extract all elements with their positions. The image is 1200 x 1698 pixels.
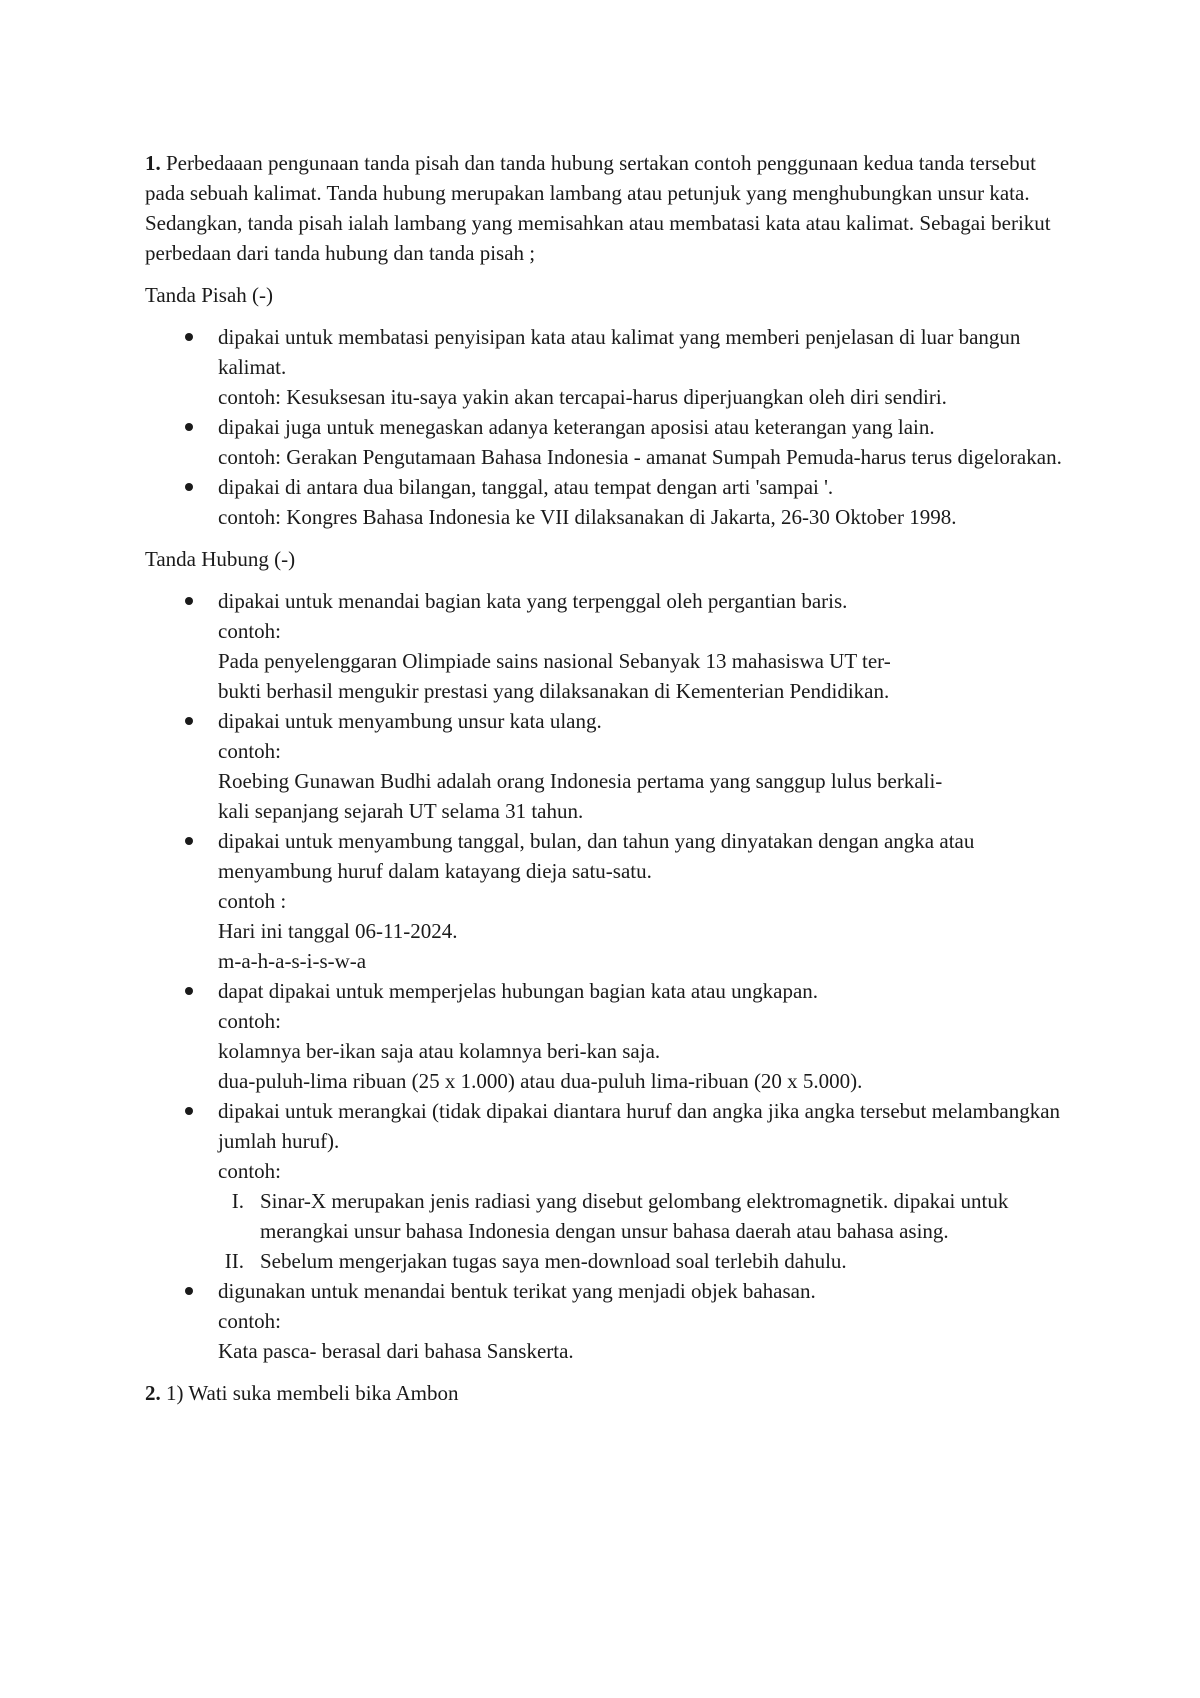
contoh-label: contoh: (218, 1009, 281, 1033)
contoh-label: contoh: (218, 619, 281, 643)
tanda-pisah-heading: Tanda Pisah (-) (145, 283, 273, 307)
contoh-label: contoh: (218, 1159, 281, 1183)
list-item (145, 322, 1065, 412)
list-item (145, 1096, 1065, 1276)
rule-text: dipakai juga untuk menegaskan adanya keterangan aposisi atau keterangan yang lain. (218, 415, 935, 439)
question-2 (145, 1378, 1065, 1408)
example-line: kali sepanjang sejarah UT selama 31 tahun. (218, 799, 584, 823)
list-item (145, 976, 1065, 1096)
rule-text: digunakan untuk menandai bentuk terikat yang menjadi objek bahasan. (218, 1279, 816, 1303)
example-text: contoh: Gerakan Pengutamaan Bahasa Indonesia - amanat Sumpah Pemuda-harus terus digelorakan. (218, 445, 1062, 469)
roman-list-item (218, 1246, 1065, 1276)
rule-text: dapat dipakai untuk memperjelas hubungan bagian kata atau ungkapan. (218, 979, 819, 1003)
contoh-label: contoh: (218, 739, 281, 763)
roman-item-text: Sebelum mengerjakan tugas saya men-download soal terlebih dahulu. (260, 1249, 847, 1273)
contoh-label: contoh : (218, 889, 287, 913)
question-number: 2. (145, 1381, 161, 1405)
list-item (145, 412, 1065, 472)
intro-text: Perbedaaan pengunaan tanda pisah dan tanda hubung sertakan contoh penggunaan kedua tanda tersebut pada sebuah kalimat. Tanda hubung merupakan lambang atau petunjuk yang menghubungkan unsur kata. Sedangkan, tanda pisah ialah lambang yang memisahkan atau membatasi kata atau kalimat. Sebagai berikut perbedaan dari tanda hubung dan tanda pisah ; (145, 151, 1051, 265)
list-item (145, 586, 1065, 706)
example-line: Pada penyelenggaran Olimpiade sains nasional Sebanyak 13 mahasiswa UT ter- (218, 649, 891, 673)
roman-list-item (218, 1186, 1065, 1246)
roman-marker: I. (231, 1189, 244, 1213)
question-number: 1. (145, 151, 161, 175)
question-1-intro (145, 148, 1065, 268)
example-line: Hari ini tanggal 06-11-2024. (218, 919, 458, 943)
rule-text: dipakai untuk menyambung unsur kata ulang. (218, 709, 602, 733)
rule-text: dipakai untuk membatasi penyisipan kata atau kalimat yang memberi penjelasan di luar bangun kalimat. (218, 325, 1021, 379)
list-item (145, 472, 1065, 532)
tanda-hubung-heading: Tanda Hubung (-) (145, 547, 296, 571)
rule-text: dipakai untuk menandai bagian kata yang terpenggal oleh pergantian baris. (218, 589, 848, 613)
roman-list (218, 1186, 1065, 1276)
contoh-label: contoh: (218, 1309, 281, 1333)
rule-text: dipakai untuk menyambung tanggal, bulan, dan tahun yang dinyatakan dengan angka atau menyambung huruf dalam katayang dieja satu-satu. (218, 829, 975, 883)
example-line: kolamnya ber-ikan saja atau kolamnya beri-kan saja. (218, 1039, 661, 1063)
roman-item-text: Sinar-X merupakan jenis radiasi yang disebut gelombang elektromagnetik. dipakai untuk merangkai unsur bahasa Indonesia dengan unsur bahasa daerah atau bahasa asing. (260, 1189, 1009, 1243)
example-text: contoh: Kongres Bahasa Indonesia ke VII dilaksanakan di Jakarta, 26-30 Oktober 1998. (218, 505, 957, 529)
example-line: m-a-h-a-s-i-s-w-a (218, 949, 367, 973)
answer-text: 1) Wati suka membeli bika Ambon (166, 1381, 459, 1405)
example-line: Roebing Gunawan Budhi adalah orang Indonesia pertama yang sanggup lulus berkali- (218, 769, 943, 793)
example-line: bukti berhasil mengukir prestasi yang dilaksanakan di Kementerian Pendidikan. (218, 679, 890, 703)
document-body (145, 148, 1065, 1420)
example-text: contoh: Kesuksesan itu-saya yakin akan tercapai-harus diperjuangkan oleh diri sendiri. (218, 385, 947, 409)
tanda-hubung-list (145, 586, 1065, 1366)
list-item (145, 826, 1065, 976)
list-item (145, 1276, 1065, 1366)
roman-marker: II. (224, 1249, 244, 1273)
rule-text: dipakai untuk merangkai (tidak dipakai diantara huruf dan angka jika angka tersebut melambangkan jumlah huruf). (218, 1099, 1061, 1153)
example-line: dua-puluh-lima ribuan (25 x 1.000) atau dua-puluh lima-ribuan (20 x 5.000). (218, 1069, 863, 1093)
tanda-pisah-list (145, 322, 1065, 532)
list-item (145, 706, 1065, 826)
rule-text: dipakai di antara dua bilangan, tanggal, atau tempat dengan arti 'sampai '. (218, 475, 834, 499)
example-line: Kata pasca- berasal dari bahasa Sanskerta. (218, 1339, 574, 1363)
